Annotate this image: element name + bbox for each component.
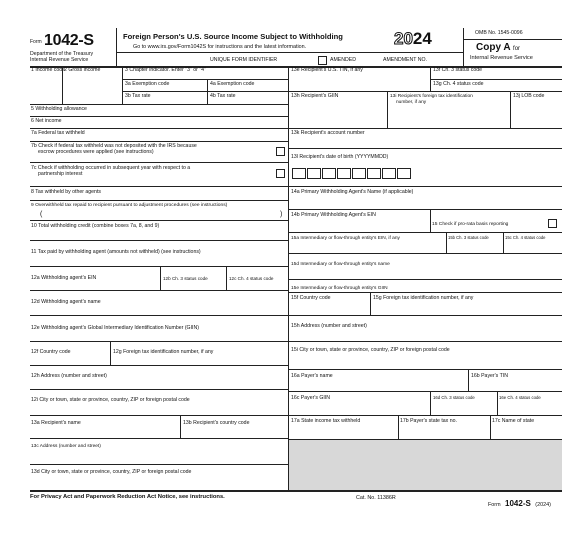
box-7c-label-1: 7c Check if withholding occurred in subsequent year with respect to a <box>31 165 191 171</box>
box-15a-label: 15a Intermediary or flow-through entity's EIN, if any <box>291 236 400 241</box>
box-7b-label-1: 7b Check if federal tax withheld was not deposited with the IRS because <box>31 143 197 149</box>
box-12e-label: 12e Withholding agent's Global Intermediary Identification Number (GIIN) <box>31 325 199 331</box>
box-13i-label-1: 13i Recipient's foreign tax identification <box>390 94 473 99</box>
box-5-label: 5 Withholding allowance <box>31 106 87 112</box>
box-9-paren-close: ) <box>280 211 283 218</box>
box-3b-label: 3b Tax rate <box>125 93 151 99</box>
box-12b-label: 12b Ch. 3 status code <box>163 276 208 281</box>
box-12g-label: 12g Foreign tax identification number, if any <box>113 349 214 355</box>
footer-year: (2024) <box>535 502 551 508</box>
box-15e-label: 15e Intermediary or flow-through entity's GIIN <box>291 286 388 291</box>
footer-form <box>488 493 551 511</box>
box-13g-label: 13g Ch. 4 status code <box>433 81 484 87</box>
box-4b-label: 4b Tax rate <box>210 93 236 99</box>
box-16b-label: 16b Payer's TIN <box>471 373 508 379</box>
box-7c-checkbox[interactable] <box>276 169 285 178</box>
box-3-label: 3 Chapter indicator. Enter "3" or "4" <box>125 67 206 73</box>
box-11-label: 11 Tax paid by withholding agent (amounts not withheld) (see instructions) <box>31 249 201 255</box>
year-prefix: 20 <box>394 29 413 48</box>
box-9-label: 9 Overwithheld tax repaid to recipient pursuant to adjustment procedures (see instructions) <box>31 203 228 208</box>
copy-label <box>476 42 520 53</box>
box-15b-label: 15b Ch. 3 status code <box>448 235 489 240</box>
catalog-number: Cat. No. 11386R <box>356 495 396 501</box>
tax-year <box>394 29 432 49</box>
unique-form-identifier-field[interactable] <box>178 54 318 65</box>
unique-form-identifier-label: UNIQUE FORM IDENTIFIER <box>210 57 278 63</box>
amendment-no-label: AMENDMENT NO. <box>383 57 427 63</box>
irs-label: Internal Revenue Service <box>30 57 89 63</box>
box-17a-label: 17a State income tax withheld <box>291 418 361 424</box>
box-16e-label: 16e Ch. 4 status code <box>499 395 541 400</box>
dob-digit-box[interactable] <box>397 168 411 179</box>
department-label: Department of the Treasury <box>30 51 94 57</box>
box-12f-label: 12f Country code <box>31 349 71 355</box>
box-9-paren-open: ( <box>40 211 43 218</box>
box-15f-label: 15f Country code <box>291 295 331 301</box>
copy-a: Copy A <box>476 42 511 53</box>
box-3a-label: 3a Exemption code <box>125 81 170 87</box>
box-16d-label: 16d Ch. 3 status code <box>433 395 475 400</box>
dob-digit-box[interactable] <box>352 168 366 179</box>
privacy-notice: For Privacy Act and Paperwork Reduction Act Notice, see instructions. <box>30 494 225 500</box>
form-number: 1042-S <box>44 32 94 49</box>
form-label: Form <box>30 39 42 45</box>
dob-digit-box[interactable] <box>382 168 396 179</box>
box-13e-label: 13e Recipient's U.S. TIN, if any <box>291 67 363 73</box>
box-12h-label: 12h Address (number and street) <box>31 373 107 379</box>
shaded-area <box>289 440 562 490</box>
box-12a-label: 12a Withholding agent's EIN <box>31 275 97 281</box>
box-13b-label: 13b Recipient's country code <box>183 420 250 426</box>
year-suffix: 24 <box>412 29 432 48</box>
box-13j-label: 13j LOB code <box>513 93 545 99</box>
amended-label: AMENDED <box>330 57 356 63</box>
footer-form-number: 1042-S <box>505 499 531 508</box>
box-16c-label: 16c Payer's GIIN <box>291 395 331 401</box>
box-13c-label: 13c Address (number and street) <box>31 444 101 449</box>
box-7c-label-2: partnership interest <box>38 171 83 177</box>
box-15d-label: 15d Intermediary or flow-through entity's name <box>291 262 390 267</box>
box-8-label: 8 Tax withheld by other agents <box>31 189 101 195</box>
box-7a-label: 7a Federal tax withheld <box>31 130 85 136</box>
box-2-label: 2 Gross income <box>64 67 101 73</box>
box-15-label: 15 Check if pro-rata basis reporting <box>432 222 509 227</box>
box-12i-label: 12i City or town, state or province, country, ZIP or foreign postal code <box>31 397 190 403</box>
amended-checkbox[interactable] <box>318 56 327 65</box>
dob-digit-box[interactable] <box>292 168 306 179</box>
copy-destination: Internal Revenue Service <box>470 55 533 61</box>
omb-number: OMB No. 1545-0096 <box>475 30 523 36</box>
box-1-label: 1 Income code <box>31 67 66 73</box>
box-14a-label: 14a Primary Withholding Agent's Name (if applicable) <box>291 189 414 195</box>
box-13d-label: 13d City or town, state or province, country, ZIP or foreign postal code <box>31 469 192 475</box>
box-16a-label: 16a Payer's name <box>291 373 333 379</box>
dob-digit-box[interactable] <box>322 168 336 179</box>
box-15-checkbox[interactable] <box>548 219 557 228</box>
box-13k-label: 13k Recipient's account number <box>291 130 365 136</box>
box-7b-checkbox[interactable] <box>276 147 285 156</box>
box-6-label: 6 Net income <box>31 118 62 124</box>
box-15i-label: 15i City or town, state or province, country, ZIP or foreign postal code <box>291 347 450 353</box>
box-13l-label: 13l Recipient's date of birth (YYYYMMDD) <box>291 154 389 160</box>
instructions-line: Go to www.irs.gov/Form1042S for instructions and the latest information. <box>133 44 307 50</box>
box-13i-label-2: number, if any <box>396 100 427 105</box>
form-title: Foreign Person's U.S. Source Income Subject to Withholding <box>123 32 343 41</box>
box-17c-label: 17c Name of state <box>492 418 535 424</box>
box-17b-label: 17b Payer's state tax no. <box>400 418 457 424</box>
dob-digit-box[interactable] <box>367 168 381 179</box>
box-14b-label: 14b Primary Withholding Agent's EIN <box>291 212 376 218</box>
box-15c-label: 15c Ch. 4 status code <box>505 235 546 240</box>
box-12c-label: 12c Ch. 4 status code <box>229 276 274 281</box>
box-10-label: 10 Total withholding credit (combine boxes 7a, 8, and 9) <box>31 223 160 229</box>
copy-for: for <box>513 46 521 52</box>
dob-digit-box[interactable] <box>307 168 321 179</box>
footer-form-label: Form <box>488 502 501 508</box>
box-13a-label: 13a Recipient's name <box>31 420 81 426</box>
box-7b-label-2: escrow procedures were applied (see instructions) <box>38 149 154 155</box>
box-13h-label: 13h Recipient's GIIN <box>291 93 339 99</box>
box-12d-label: 12d Withholding agent's name <box>31 299 101 305</box>
box-15h-label: 15h Address (number and street) <box>291 323 367 329</box>
amendment-no-field[interactable] <box>422 54 462 65</box>
box-15g-label: 15g Foreign tax identification number, if any <box>373 295 474 301</box>
dob-digit-box[interactable] <box>337 168 351 179</box>
box-13f-label: 13f Ch. 3 status code <box>433 67 483 73</box>
box-4a-label: 4a Exemption code <box>210 81 255 87</box>
